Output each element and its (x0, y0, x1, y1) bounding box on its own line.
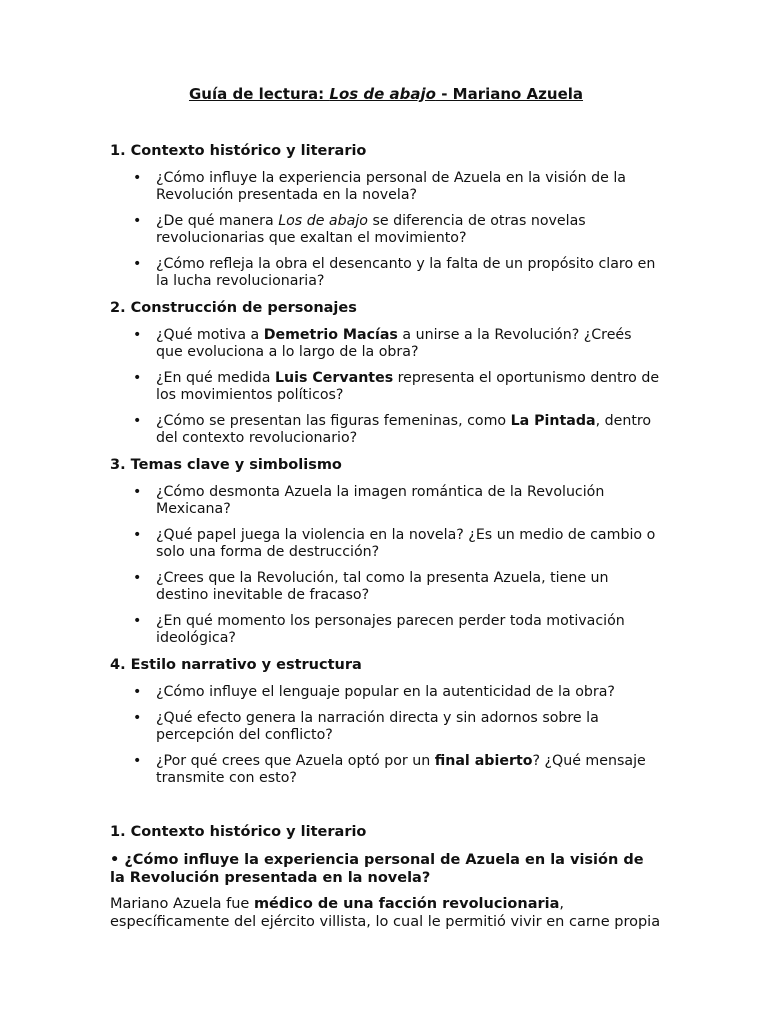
question-text: ¿Qué efecto genera la narración directa y sin adornos sobre la percepción del conflicto? (156, 710, 599, 743)
question-text: ¿Qué papel juega la violencia en la novela? ¿Es un medio de cambio o solo una forma de destrucción? (156, 527, 656, 560)
list-item (110, 570, 662, 604)
bullet-marker: • (133, 710, 142, 726)
question-list (110, 170, 662, 290)
question-text: se diferencia de otras novelas revolucionarias que exaltan el movimiento? (156, 213, 586, 246)
section-heading: 2. Construcción de personajes (110, 300, 357, 316)
title-prefix: Guía de lectura: (188, 85, 330, 103)
question-text: ¿Cómo se presentan las figuras femeninas, como (156, 413, 511, 429)
question-text: ? ¿Qué mensaje transmite con esto? (156, 753, 646, 786)
list-item (110, 413, 662, 447)
bullet-marker: • (133, 484, 142, 500)
question-text: , dentro del contexto revolucionario? (156, 413, 652, 446)
question-text: ¿En qué medida (156, 370, 275, 386)
bullet-marker: • (133, 170, 142, 186)
question-text: representa el oportunismo dentro de los movimientos políticos? (156, 370, 660, 403)
question-text: ¿Cómo refleja la obra el desencanto y la falta de un propósito claro en la lucha revolucionaria? (156, 256, 656, 289)
bullet-marker: • (133, 413, 142, 429)
list-item (110, 327, 662, 361)
bullet-marker: • (133, 527, 142, 543)
character-name: Demetrio Macías (263, 327, 398, 343)
emphasis-text: final abierto (434, 753, 533, 769)
question-list (110, 484, 662, 647)
character-name: La Pintada (510, 413, 596, 429)
question-list (110, 327, 662, 447)
section-heading: 4. Estilo narrativo y estructura (110, 657, 362, 673)
question-text: ¿Crees que la Revolución, tal como la presenta Azuela, tiene un destino inevitable de fracaso? (156, 570, 609, 603)
question-text: ¿Cómo desmonta Azuela la imagen romántica de la Revolución Mexicana? (156, 484, 605, 517)
paragraph-text: , específicamente del ejército villista, lo cual le permitió vivir en carne propia (110, 896, 661, 930)
list-item (110, 753, 662, 787)
section-spacer (110, 796, 662, 823)
bullet-marker: • (133, 684, 142, 700)
list-item (110, 710, 662, 744)
question-text: ¿Cómo influye la experiencia personal de Azuela en la visión de la Revolución presentada en la novela? (156, 170, 626, 203)
book-title-italic: Los de abajo (278, 213, 368, 229)
question-text: a unirse a la Revolución? ¿Creés que evoluciona a lo largo de la obra? (156, 327, 632, 360)
bullet-marker: • (133, 327, 142, 343)
bullet-marker: • (133, 613, 142, 629)
bullet-marker: • (133, 753, 142, 769)
section-heading: 1. Contexto histórico y literario (110, 143, 367, 159)
list-item (110, 256, 662, 290)
question-text: ¿De qué manera (156, 213, 279, 229)
question-list (110, 684, 662, 787)
section-heading: 3. Temas clave y simbolismo (110, 457, 342, 473)
list-item (110, 527, 662, 561)
character-name: Luis Cervantes (274, 370, 394, 386)
question-text: ¿En qué momento los personajes parecen perder toda motivación ideológica? (156, 613, 625, 646)
question-text: ¿Qué motiva a (156, 327, 264, 343)
paragraph-text: Mariano Azuela fue (110, 896, 254, 912)
list-item (110, 484, 662, 518)
title-author: - Mariano Azuela (435, 85, 584, 103)
list-item (110, 213, 662, 247)
title-book: Los de abajo (329, 85, 436, 103)
question-text: ¿Por qué crees que Azuela optó por un (156, 753, 435, 769)
list-item (110, 370, 662, 404)
bullet-marker: • (133, 570, 142, 586)
question-text: ¿Cómo influye el lenguaje popular en la autenticidad de la obra? (156, 684, 615, 700)
answer-section-heading: 1. Contexto histórico y literario (110, 824, 367, 840)
bullet-marker: • (133, 370, 142, 386)
bullet-marker: • (133, 256, 142, 272)
list-item (110, 613, 662, 647)
list-item (110, 684, 662, 701)
paragraph-emphasis: médico de una facción revolucionaria (253, 896, 560, 912)
answer-paragraph (110, 895, 662, 931)
list-item (110, 170, 662, 204)
page-title (110, 84, 662, 104)
answer-question: • ¿Cómo influye la experiencia personal de Azuela en la visión de la Revolución presentada en la novela? (110, 852, 644, 886)
document-page (110, 84, 662, 931)
bullet-marker: • (133, 213, 142, 229)
